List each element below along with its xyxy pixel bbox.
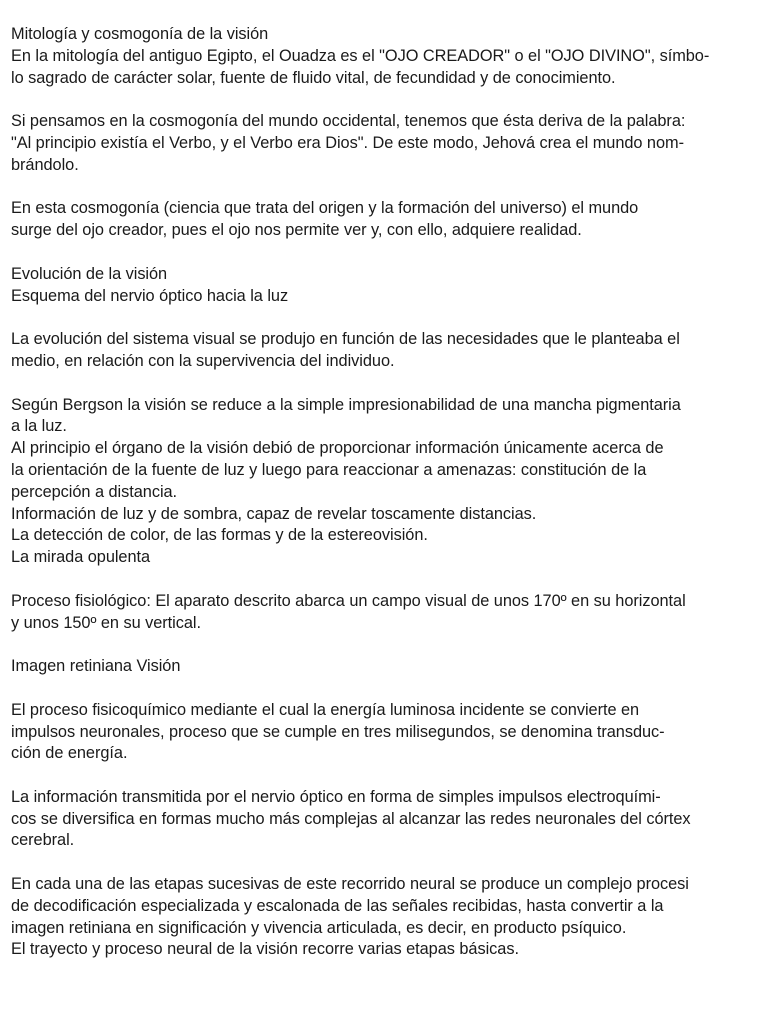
paragraph xyxy=(11,656,759,678)
text-line: La detección de color, de las formas y de la estereovisión. xyxy=(11,526,428,545)
text-line: "Al principio existía el Verbo, y el Verbo era Dios". De este modo, Jehová crea el mundo nom- xyxy=(11,133,684,152)
text-line: En cada una de las etapas sucesivas de este recorrido neural se produce un complejo procesi xyxy=(11,875,689,894)
text-line: impulsos neuronales, proceso que se cumple en tres milisegundos, se denomina transduc- xyxy=(11,722,665,741)
text-line: Proceso fisiológico: El aparato descrito abarca un campo visual de unos 170º en su horizontal xyxy=(11,591,686,610)
text-line: La información transmitida por el nervio óptico en forma de simples impulsos electroquími- xyxy=(11,787,661,806)
paragraph-gap xyxy=(11,307,759,329)
paragraph-gap xyxy=(11,569,759,591)
paragraph-gap xyxy=(11,852,759,874)
paragraph xyxy=(11,700,759,765)
text-line: y unos 150º en su vertical. xyxy=(11,613,202,632)
text-line: Al principio el órgano de la visión debió de proporcionar información únicamente acerca de xyxy=(11,439,664,458)
text-line: lo sagrado de carácter solar, fuente de fluido vital, de fecundidad y de conocimiento. xyxy=(11,68,616,87)
paragraph-gap xyxy=(11,765,759,787)
text-line: la orientación de la fuente de luz y luego para reaccionar a amenazas: constitución de la xyxy=(11,460,647,479)
text-line: percepción a distancia. xyxy=(11,482,178,501)
paragraph xyxy=(11,395,759,569)
text-line: medio, en relación con la supervivencia del individuo. xyxy=(11,351,395,370)
text-line: brándolo. xyxy=(11,155,79,174)
paragraph-gap xyxy=(11,242,759,264)
text-line: Imagen retiniana Visión xyxy=(11,657,181,676)
paragraph xyxy=(11,874,759,961)
paragraph xyxy=(11,24,759,89)
text-line: En esta cosmogonía (ciencia que trata del origen y la formación del universo) el mundo xyxy=(11,199,639,218)
text-line: En la mitología del antiguo Egipto, el Ouadza es el "OJO CREADOR" o el "OJO DIVINO", símbo- xyxy=(11,46,710,65)
text-line: ción de energía. xyxy=(11,744,128,763)
text-line: cerebral. xyxy=(11,831,75,850)
text-line: cos se diversifica en formas mucho más complejas al alcanzar las redes neuronales del córtex xyxy=(11,809,691,828)
text-line: Según Bergson la visión se reduce a la simple impresionabilidad de una mancha pigmentaria xyxy=(11,395,681,414)
paragraph xyxy=(11,329,759,373)
paragraph xyxy=(11,198,759,242)
text-line: La evolución del sistema visual se produjo en función de las necesidades que le planteaba el xyxy=(11,330,680,349)
text-line: surge del ojo creador, pues el ojo nos permite ver y, con ello, adquiere realidad. xyxy=(11,221,582,240)
text-line: a la luz. xyxy=(11,417,67,436)
text-line: Evolución de la visión xyxy=(11,264,168,283)
text-line: de decodificación especializada y escalonada de las señales recibidas, hasta convertir a la xyxy=(11,896,664,915)
paragraph xyxy=(11,787,759,852)
paragraph-gap xyxy=(11,373,759,395)
text-line: La mirada opulenta xyxy=(11,548,151,567)
paragraph xyxy=(11,591,759,635)
text-line: Si pensamos en la cosmogonía del mundo occidental, tenemos que ésta deriva de la palabra: xyxy=(11,112,686,131)
text-line: Información de luz y de sombra, capaz de revelar toscamente distancias. xyxy=(11,504,537,523)
paragraph-gap xyxy=(11,678,759,700)
paragraph xyxy=(11,111,759,176)
text-line: El proceso fisicoquímico mediante el cual la energía luminosa incidente se convierte en xyxy=(11,700,640,719)
text-line: Mitología y cosmogonía de la visión xyxy=(11,25,269,43)
paragraph-gap xyxy=(11,634,759,656)
text-line: El trayecto y proceso neural de la visión recorre varias etapas básicas. xyxy=(11,940,519,959)
document-body xyxy=(11,24,759,961)
paragraph xyxy=(11,264,759,308)
text-line: imagen retiniana en significación y vivencia articulada, es decir, en producto psíquico. xyxy=(11,918,627,937)
paragraph-gap xyxy=(11,177,759,199)
text-line: Esquema del nervio óptico hacia la luz xyxy=(11,286,289,305)
paragraph-gap xyxy=(11,89,759,111)
